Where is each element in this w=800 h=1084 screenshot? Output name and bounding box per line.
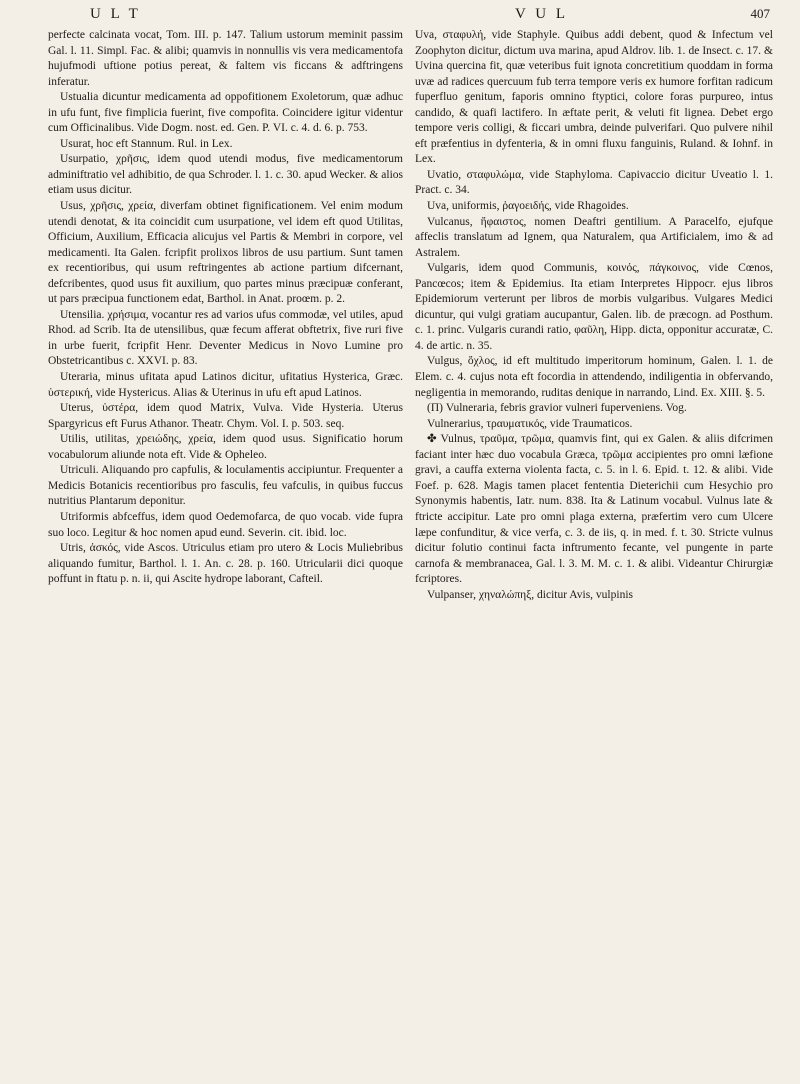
page-number: 407: [750, 6, 770, 21]
entry-vulnus: ✤ Vulnus, τραῦμα, τρῶμα, quamvis fint, qui ex Galen. & aliis difcrimen faciant inter hæc duo vocabula Græca, τρῶμα accipientes pro omni læfione gravi, a cauffa externa violenta facta, c. 5. in l. 6. Epid. t. 12. & alibi. Vide Foef. p. 628. Magis tamen placet fententia Dieterichii cum Hesychio pro Synonymis habentis, Iatr. num. 838. Ita & Latinum vocabul. Vulnus late & ftricte accipitur. Late pro omni plaga externa, præfertim vero cum Ulcere læpe confunditur, & vice verfa, c. 3. de iis, q. in med. f. t. 30. Stricte vulnus dicitur folutio continui facta inftrumento fecante, vel pungente in parte carnofa & membranacea, Gal. l. 3. M. M. c. 1. & alibi. Videantur Chirurgiæ fcriptores.: [415, 433, 773, 586]
entry-utriculi: Utriculi. Aliquando pro capfulis, & loculamentis accipiuntur. Frequenter a Medicis Botanicis recentioribus pro fasculis, feu vafculis, in quibus fuccus nutritius Plantarum deponitur.: [48, 464, 403, 508]
entry-vulgaris: Vulgaris, idem quod Communis, κοινός, πάγκοινος, vide Cœnos, Pancœcos; item & Epidemius. Ita etiam Interpretes Hippocr. ejus libros Epidemiorum verterunt per libros de morbis vulgaribus. Vulgares Medici dicuntur, qui vulgi gratiam aucupantur, Galen. lib. de præcogn. ad Posthum. c. 1. princ. Vulgaris curandi ratio, φαῦλη, Hipp. dicta, opponitur accuratæ, C. 4. de artic. n. 35.: [415, 262, 773, 352]
entry-usurpatio: Usurpatio, χρῆσις, idem quod utendi modus, five medicamentorum adminiftratio vel adhibitio, de qua Schroder. l. 1. c. 30. apud Wecker. & alios etiam usus dicitur.: [48, 153, 403, 197]
entry-vulpanser: Vulpanser, χηναλώπηξ, dicitur Avis, vulpinis: [427, 588, 633, 601]
running-head-right: V U L: [515, 6, 569, 22]
entry-uteraria: Uteraria, minus ufitata apud Latinos dicitur, ufitatius Hysterica, Græc. ὑστερική, vide Hystericus. Alias & Uterinus in ufu eft apud Latinos.: [48, 371, 403, 399]
entry-ustualia: Ustualia dicuntur medicamenta ad oppofitionem Exoletorum, quæ adhuc in ufu funt, five fimplicia fuerint, five compofita. Coincidere igitur videntur cum Officinalibus. Vide Dogm. nost. ed. Gen. P. VI. c. 4. d. 6. p. 753.: [48, 91, 403, 135]
entry-vulgus: Vulgus, ὄχλος, id eft multitudo imperitorum hominum, Galen. l. 1. de Elem. c. 4. cujus nota eft focordia in attendendo, indiligentia in obfervando, negligentia in memorando, ruditas denique in narrando, Lind. Ex. XIII. §. 5.: [415, 355, 773, 399]
running-head-left: U L T: [90, 6, 141, 22]
entry-vulcanus: Vulcanus, ἥφαιστος, nomen Deaftri gentilium. A Paracelfo, ejufque affeclis translatum ad Ignem, qua Naturalem, qua Artificialem, imo & ad Astralem.: [415, 215, 773, 259]
entry-usurat: Usurat, hoc eft Stannum. Rul. in Lex.: [60, 137, 233, 150]
entry-uva-uniformis: Uva, uniformis, ῥαγοειδής, vide Rhagoides.: [427, 200, 629, 213]
entry-utilis: Utilis, utilitas, χρειώδης, χρεία, idem quod usus. Significatio horum vocabulorum aliunde nota eft. Vide & Opheleo.: [48, 433, 403, 461]
running-head: [0, 6, 800, 28]
entry-utris: Utris, ἀσκός, vide Ascos. Utriculus etiam pro utero & Locis Muliebribus aliquando fumitur, Barthol. l. 1. An. c. 28. p. 160. Utricularii dici quoque poffunt in ftatu p. n. ii, qui Ascite hydrope laborant, Cafteil.: [48, 542, 403, 586]
entry-uvatio: Uvatio, σταφυλώμα, vide Staphyloma. Capivaccio dicitur Uveatio l. 1. Pract. c. 34.: [415, 168, 773, 197]
entry-utensilia: Utensilia. χρήσιμα, vocantur res ad varios ufus commodæ, vel utiles, apud Rhod. ad Scrib. Ita de utensilibus, quæ fecum afferat obftetrix, five ruri five in urbe fuerit, fcripfit Henr. Deventer Medicus in Novo Lumine pro Obstetricantibus c. XXVI. p. 83.: [48, 308, 403, 368]
right-column: [415, 28, 773, 603]
entry-utriformis: Utriformis abfceffus, idem quod Oedemofarca, de quo vocab. vide fupra suo loco. Legitur & hoc nomen apud eund. Severin. cit. ibid. loc.: [48, 510, 403, 539]
entry-uterus: Uterus, ὑστέρα, idem quod Matrix, Vulva. Vide Hysteria. Uterus Spargyricus eft Furus Athanor. Theatr. Chym. Vol. I. p. 503. seq.: [48, 402, 403, 430]
entry-usus: Usus, χρῆσις, χρεία, diverfam obtinet fignificationem. Vel enim modum utendi denotat, & ita coincidit cum usurpatione, vel idem eft quod Utilitas, Officium, Auxilium, Efficacia alicujus vel Partis & Membri in corpore, vel medicamenti. Ita Galen. fcripfit prolixos libros de usu partium. Sunt tamen ex recentioribus, qui usum reftringentes ab actione partium difcernant, defcribentes, quod usus fit auxilium, quo partes minus præcipuæ conferant, ut pars præcipua functionem edat, Barthol. in Anat. proœm. p. 2.: [48, 200, 403, 306]
left-column: [48, 28, 403, 588]
entry-uva: Uva, σταφυλή, vide Staphyle. Quibus addi debent, quod & Infectum vel Zoophyton dicitur, dictum uva marina, apud Aldrov. lib. 1. de Insect. c. 17. & Uvina quercina fit, quæ veteribus fuit ignota concretitium quoddam in forma uvæ ad radices quercuum fub terra tempore veris ex humore forfitan radicum fuperfluo genitum, faporis omnino ftyptici, colore foras purpureo, intus candido, & quafi lactifero. In æftate perit, & veluti fit lignea. Debet ergo tempore veris colligi, & ficcari umbra, deinde pulverifari. Quo pulvere nihil eft præfentius in dyfenteria, & in omni fluxu fanguinis, Ruland. & Iohnf. in Lex.: [415, 29, 773, 166]
entry-vulneraria: (Π) Vulneraria, febris gravior vulneri fuperveniens. Vog.: [427, 402, 687, 415]
entry-vulnerarius: Vulnerarius, τραυματικός, vide Traumaticos.: [427, 417, 633, 430]
entry-perfecte: perfecte calcinata vocat, Tom. III. p. 147. Talium ustorum meminit passim Gal. l. 11. Simpl. Fac. & alibi; quamvis in nonnullis vis vera medicamentofa hujufmodi uftione potius pereat, & faltem vis ficcans & adftringens inferatur.: [48, 29, 403, 88]
